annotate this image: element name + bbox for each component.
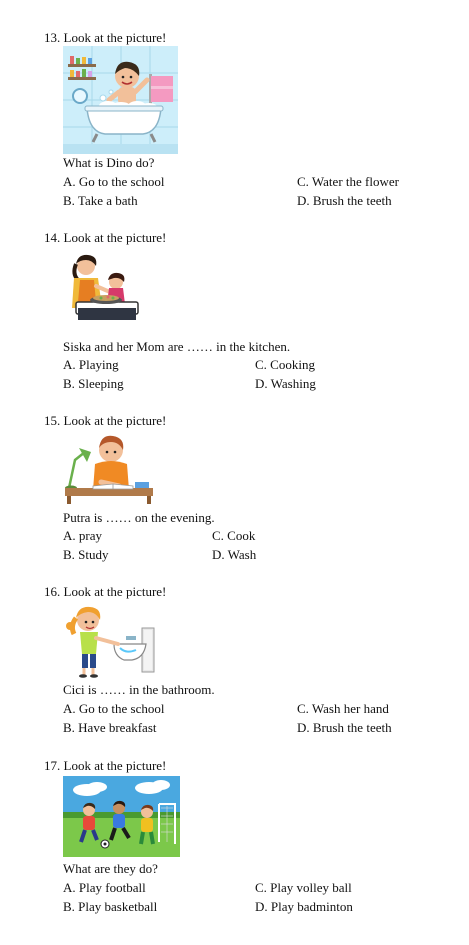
option-a[interactable]: A. pray	[63, 528, 102, 543]
question-text: What is Dino do?	[63, 155, 155, 170]
option-d[interactable]: D. Play badminton	[255, 899, 353, 914]
question-text: What are they do?	[63, 861, 158, 876]
option-b[interactable]: B. Study	[63, 547, 109, 562]
option-b[interactable]: B. Play basketball	[63, 899, 158, 914]
kids-football-illustration	[63, 776, 180, 857]
studying-boy-illustration	[63, 430, 155, 504]
option-c[interactable]: C. Cooking	[255, 357, 315, 372]
option-a[interactable]: A. Playing	[63, 357, 119, 372]
option-b[interactable]: B. Have breakfast	[63, 720, 157, 735]
question-title: 13. Look at the picture!	[44, 30, 167, 45]
question-title: 15. Look at the picture!	[44, 413, 167, 428]
option-d[interactable]: D. Wash	[212, 547, 257, 562]
option-b[interactable]: B. Take a bath	[63, 193, 138, 208]
question-text: Putra is …… on the evening.	[63, 510, 215, 525]
option-b[interactable]: B. Sleeping	[63, 376, 124, 391]
washing-hands-girl-illustration	[66, 602, 161, 678]
option-c[interactable]: C. Water the flower	[297, 174, 399, 189]
option-c[interactable]: C. Wash her hand	[297, 701, 389, 716]
bathtub-boy-illustration	[63, 46, 178, 154]
option-a[interactable]: A. Go to the school	[63, 701, 165, 716]
option-a[interactable]: A. Go to the school	[63, 174, 165, 189]
question-text: Cici is …… in the bathroom.	[63, 682, 215, 697]
option-c[interactable]: C. Play volley ball	[255, 880, 352, 895]
question-text: Siska and her Mom are …… in the kitchen.	[63, 339, 291, 354]
option-d[interactable]: D. Brush the teeth	[297, 720, 392, 735]
question-title: 16. Look at the picture!	[44, 584, 167, 599]
option-d[interactable]: D. Washing	[255, 376, 316, 391]
question-title: 14. Look at the picture!	[44, 230, 167, 245]
option-d[interactable]: D. Brush the teeth	[297, 193, 392, 208]
cooking-mother-daughter-illustration	[66, 252, 146, 326]
option-c[interactable]: C. Cook	[212, 528, 256, 543]
option-a[interactable]: A. Play football	[63, 880, 146, 895]
question-title: 17. Look at the picture!	[44, 758, 167, 773]
